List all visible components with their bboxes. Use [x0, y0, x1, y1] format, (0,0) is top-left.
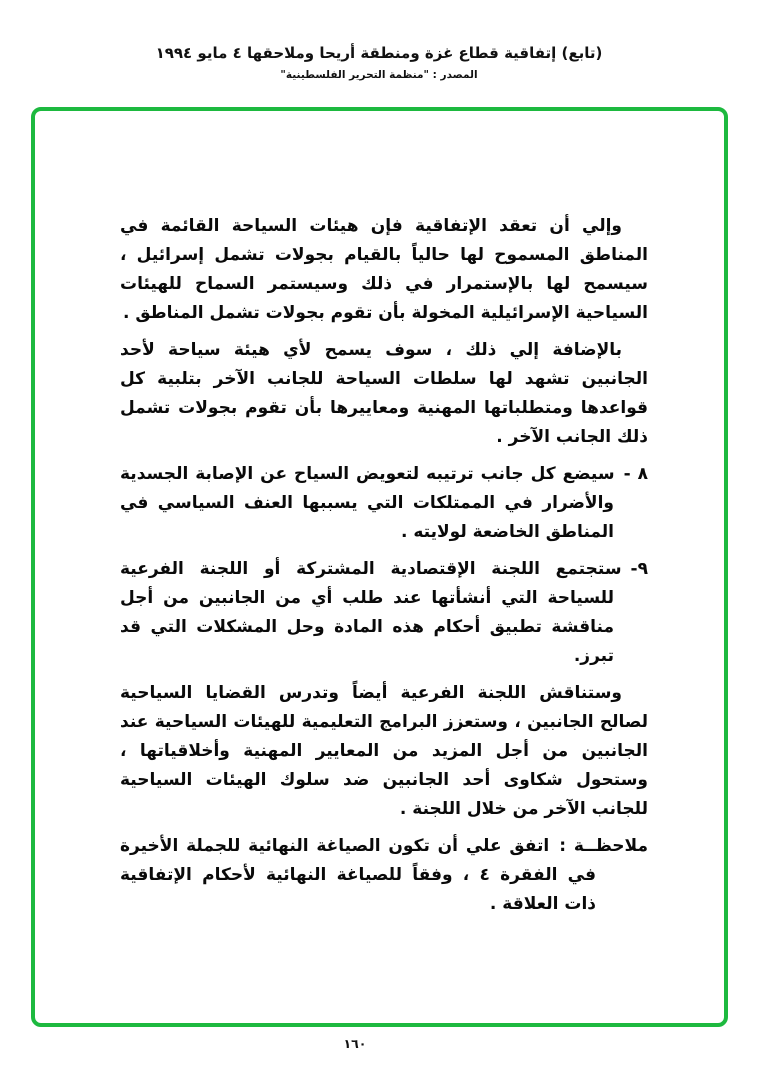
clause-8-text: سيضع كل جانب ترتيبه لتعويض السياح عن الإصابة الجسدية والأضرار في الممتلكات التي يسببها العنف السياسي في المناطق الخاضعة لولايته .	[120, 464, 615, 542]
page-header	[0, 44, 758, 81]
note-label: ملاحظــة :	[559, 836, 648, 856]
document-body	[120, 212, 648, 927]
paragraph-tourism-interim: وإلي أن تعقد الإتفاقية فإن هيئات السياحة القائمة في المناطق المسموح لها حالياً بالقيام بجولات تشمل إسرائيل ، سيسمح لها بالإستمرار في ذلك وسيستمر السماح للهيئات السياحية الإسرائيلية المخولة بأن تقوم بجولات تشمل المناطق .	[120, 216, 648, 323]
note-paragraph	[120, 832, 648, 919]
clause-9-number: ٩-	[630, 559, 648, 579]
document-title: (تابع) إتفاقية قطاع غزة ومنطقة أريحا وملاحقها ٤ مايو ١٩٩٤	[155, 44, 603, 62]
clause-9-text: ستجتمع اللجنة الإقتصادية المشتركة أو اللجنة الفرعية للسياحة التي أنشأتها عند طلب أي من الجانبين من أجل مناقشة تطبيق أحكام هذه المادة وحل المشكلات التي قد تبرز.	[120, 559, 622, 666]
document-source: المصدر : "منظمة التحرير الفلسطينية"	[280, 69, 478, 81]
note-text: اتفق علي أن تكون الصياغة النهائية للجملة الأخيرة في الفقرة ٤ ، وفقاً للصياغة النهائية لأحكام الإتفاقية ذات العلاقة .	[120, 836, 596, 914]
paragraph-cross-recognition: بالإضافة إلي ذلك ، سوف يسمح لأي هيئة سياحة لأحد الجانبين تشهد لها سلطات السياحة للجانب الآخر بتلبية كل قواعدها ومتطلباتها المهنية ومعاييرها بأن تقوم بجولات تشمل ذلك الجانب الآخر .	[120, 340, 648, 447]
page-number: ١٦٠	[343, 1036, 367, 1051]
paragraph-subcommittee-duties: وستناقش اللجنة الفرعية أيضاً وتدرس القضايا السياحية لصالح الجانبين ، وستعزز البرامج التعليمية للهيئات السياحية عند الجانبين من أجل المزيد من المعايير المهنية وأخلاقياتها ، وستحول شكاوى أحد الجانبين ضد سلوك الهيئات السياحية للجانب الآخر من خلال اللجنة .	[120, 683, 648, 819]
clause-8-number: ٨ -	[623, 464, 648, 484]
clause-8	[120, 460, 648, 547]
clause-9	[120, 555, 648, 671]
